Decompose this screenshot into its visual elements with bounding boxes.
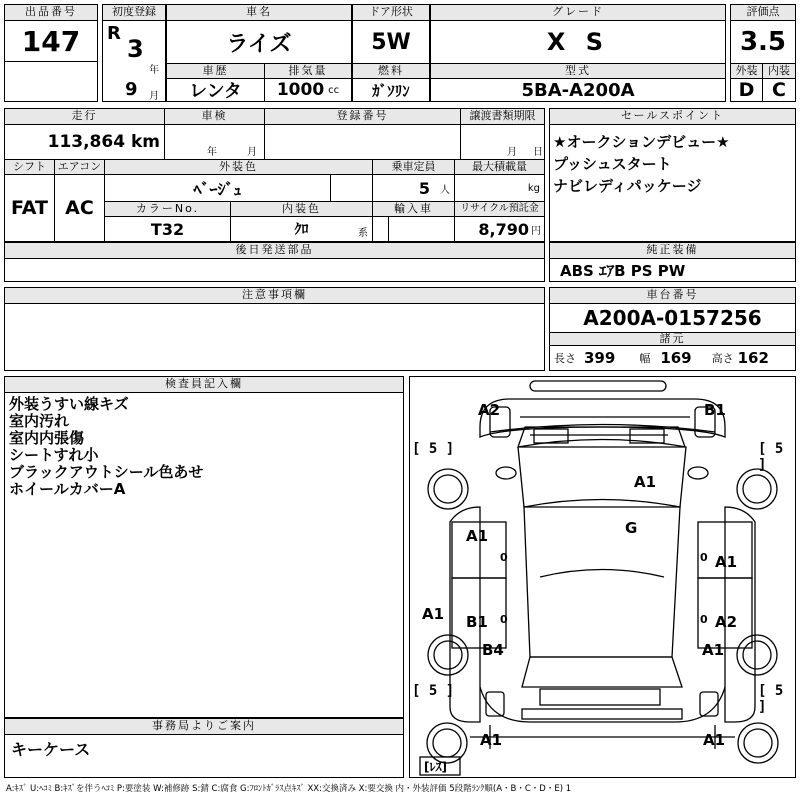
int-color-unit: 系 bbox=[358, 228, 368, 239]
transfer-label: 譲渡書類期限 bbox=[461, 109, 544, 125]
int-color-label: 内装色 bbox=[231, 201, 373, 217]
first-reg-label: 初度登録 bbox=[103, 5, 165, 21]
sales-point-item: ナビレディパッケージ bbox=[553, 177, 702, 195]
displacement-unit: cc bbox=[328, 84, 340, 96]
transfer-day-unit: 日 bbox=[533, 147, 543, 158]
mark-front-left: A2 bbox=[478, 401, 501, 419]
displacement-label: 排気量 bbox=[265, 63, 351, 79]
mark-left-front-fender: A1 bbox=[422, 605, 445, 623]
mark-left-rear-door: B1 bbox=[466, 613, 488, 631]
max-load-label: 最大積載量 bbox=[455, 159, 544, 175]
reg-number-value bbox=[265, 125, 461, 159]
sales-point-item: プッシュスタート bbox=[553, 155, 672, 173]
ext-color-label: 外装色 bbox=[105, 159, 373, 175]
grade: X S bbox=[546, 28, 610, 56]
equipment-value: ABS ｴｱB PS PW bbox=[560, 261, 686, 280]
spare-tire: [ﾚｽ] bbox=[424, 760, 447, 774]
car-name: ライズ bbox=[226, 31, 292, 57]
inspector-list bbox=[9, 396, 399, 498]
height-label: 高さ bbox=[711, 352, 734, 365]
tire-fl: [ 5 ] bbox=[412, 441, 455, 457]
dims-label: 諸元 bbox=[550, 332, 795, 346]
fuel: ｶﾞｿﾘﾝ bbox=[372, 81, 410, 100]
max-load-unit: kg bbox=[527, 182, 540, 194]
import-label: 輸入車 bbox=[373, 201, 455, 217]
car-outline bbox=[410, 377, 795, 777]
first-reg-box bbox=[102, 4, 166, 102]
width-label: 幅 bbox=[639, 352, 651, 365]
displacement-value: 1000 bbox=[276, 80, 325, 100]
width: 169 bbox=[660, 349, 692, 367]
chassis-label: 車台番号 bbox=[550, 288, 795, 304]
inspector-item: ブラックアウトシール色あせ bbox=[9, 463, 204, 481]
exterior-label: 外装 bbox=[731, 63, 763, 79]
sales-points-label: セールスポイント bbox=[550, 109, 795, 125]
ac-label: エアコン bbox=[55, 159, 105, 175]
tire-rr: [ 5 ] bbox=[758, 683, 784, 715]
mark-front-right: B1 bbox=[704, 401, 726, 419]
mark-right-rear-quarter: A1 bbox=[702, 641, 725, 659]
model: 5BA-A200A bbox=[521, 79, 635, 101]
recycle-unit: 円 bbox=[531, 225, 541, 237]
height: 162 bbox=[737, 349, 769, 367]
spec-table bbox=[4, 108, 545, 242]
mark-right-rear-door: A2 bbox=[715, 613, 738, 631]
legend: A:ｷｽﾞ U:ﾍｺﾐ B:ｷｽﾞを伴うﾍｺﾐ P:要塗装 W:補修跡 S:錆 C:腐食 G:ﾌﾛﾝﾄｶﾞﾗｽ点ｷｽﾞ XX:交換済み X:要交換 内・外装評価 5段階ﾗﾝｸ順(A・B・C・D・E) 1 bbox=[6, 784, 572, 794]
chassis-number: A200A-0157256 bbox=[583, 306, 762, 330]
color-no-label: カラーNo. bbox=[105, 201, 231, 217]
length-label: 長さ bbox=[554, 352, 576, 365]
mark-hood: A1 bbox=[634, 473, 657, 491]
recycle-value: 8,790 bbox=[478, 219, 529, 239]
mileage bbox=[5, 125, 165, 159]
ac: AC bbox=[55, 175, 105, 241]
inspector-item: 外装うすい線キズ bbox=[9, 395, 129, 413]
score-label: 評価点 bbox=[731, 5, 795, 21]
inspector-item: ホイールカバーA bbox=[9, 480, 126, 498]
office-box bbox=[4, 718, 404, 778]
mark-rear-left: A1 bbox=[480, 731, 503, 749]
door: 5W bbox=[371, 29, 411, 55]
interior-label: 内装 bbox=[763, 63, 795, 79]
inspector-box bbox=[4, 376, 404, 718]
int-color-value: ｸﾛ bbox=[294, 222, 309, 238]
tire-rl: [ 5 ] bbox=[412, 683, 455, 699]
capacity-value: 5 bbox=[418, 178, 430, 198]
office-label: 事務局よりご案内 bbox=[5, 719, 403, 735]
ext-color-spare bbox=[331, 175, 373, 201]
door-label: ドア形状 bbox=[353, 5, 429, 21]
notes-label: 注意事項欄 bbox=[5, 288, 544, 304]
lot-number-label: 出品番号 bbox=[5, 5, 97, 21]
recycle-label: リサイクル預託金 bbox=[455, 201, 544, 217]
capacity bbox=[373, 175, 455, 201]
grade-box bbox=[430, 4, 726, 102]
mark-right-front-door: A1 bbox=[715, 553, 738, 571]
shift-label: シフト bbox=[5, 159, 55, 175]
inspector-label: 検査員記入欄 bbox=[5, 377, 403, 393]
mileage-label: 走行 bbox=[5, 109, 165, 125]
grade-label: グレード bbox=[431, 5, 725, 21]
color-no: T32 bbox=[105, 217, 231, 241]
door-zero: 0 bbox=[700, 551, 708, 564]
tire-fr: [ 5 ] bbox=[758, 441, 784, 473]
dims-row bbox=[554, 346, 795, 370]
month-unit: 月 bbox=[149, 91, 159, 102]
door-zero: 0 bbox=[500, 613, 508, 626]
score: 3.5 bbox=[739, 27, 787, 57]
inspection-year-unit: 年 bbox=[207, 147, 217, 158]
recycle bbox=[455, 217, 544, 241]
reg-number-label: 登録番号 bbox=[265, 109, 461, 125]
sales-points-box bbox=[549, 108, 796, 242]
later-parts-box bbox=[4, 242, 545, 282]
era: R bbox=[107, 23, 121, 44]
mark-roof: G bbox=[625, 519, 638, 537]
lot-number-divider bbox=[5, 61, 97, 62]
equipment-label: 純正装備 bbox=[550, 243, 795, 259]
inspector-item: 室内汚れ bbox=[9, 412, 70, 430]
reg-year: 3 bbox=[127, 35, 144, 63]
inspector-item: シートすれ小 bbox=[9, 446, 99, 464]
door-zero: 0 bbox=[500, 551, 508, 564]
fuel-label: 燃料 bbox=[353, 63, 429, 79]
later-parts-label: 後日発送部品 bbox=[5, 243, 544, 259]
capacity-unit: 人 bbox=[440, 184, 450, 196]
int-color bbox=[231, 217, 373, 241]
inspection-month-unit: 月 bbox=[247, 147, 257, 158]
reg-month: 9 bbox=[125, 79, 138, 100]
header-block bbox=[4, 4, 796, 104]
model-label: 型式 bbox=[431, 63, 725, 79]
exterior-grade: D bbox=[731, 79, 763, 101]
shift: FAT bbox=[5, 175, 55, 241]
mileage-unit: km bbox=[130, 132, 160, 152]
score-box bbox=[730, 4, 796, 102]
sales-point-item: ★オークションデビュー★ bbox=[553, 133, 730, 151]
mark-left-front-door: A1 bbox=[466, 527, 489, 545]
max-load bbox=[455, 175, 544, 201]
lot-number: 147 bbox=[21, 24, 81, 58]
door-zero: 0 bbox=[700, 613, 708, 626]
sales-points-list bbox=[553, 131, 793, 197]
lot-number-box bbox=[4, 4, 98, 102]
door-box bbox=[352, 4, 430, 102]
office-value: キーケース bbox=[11, 740, 91, 759]
ext-color: ﾍﾞｰｼﾞｭ bbox=[105, 175, 331, 201]
inspector-item: 室内内張傷 bbox=[9, 429, 85, 447]
mark-rear-right: A1 bbox=[703, 731, 726, 749]
interior-grade: C bbox=[772, 79, 786, 101]
car-name-label: 車名 bbox=[167, 5, 351, 21]
equipment-box bbox=[549, 242, 796, 282]
damage-diagram bbox=[409, 376, 796, 778]
chassis-box bbox=[549, 287, 796, 371]
mark-left-rear-quarter: B4 bbox=[482, 641, 504, 659]
capacity-label: 乗車定員 bbox=[373, 159, 455, 175]
length: 399 bbox=[584, 349, 616, 367]
displacement bbox=[265, 79, 351, 101]
history: レンタ bbox=[167, 79, 265, 101]
transfer-month-unit: 月 bbox=[507, 147, 517, 158]
import-value-a bbox=[373, 217, 389, 241]
history-label: 車歴 bbox=[167, 63, 265, 79]
inspection-value bbox=[165, 125, 265, 159]
year-unit: 年 bbox=[149, 65, 159, 76]
import-value bbox=[389, 217, 455, 241]
mileage-value: 113,864 bbox=[47, 132, 126, 152]
inspection-label: 車検 bbox=[165, 109, 265, 125]
car-name-box bbox=[166, 4, 352, 102]
notes-box bbox=[4, 287, 545, 371]
transfer-value bbox=[461, 125, 544, 159]
